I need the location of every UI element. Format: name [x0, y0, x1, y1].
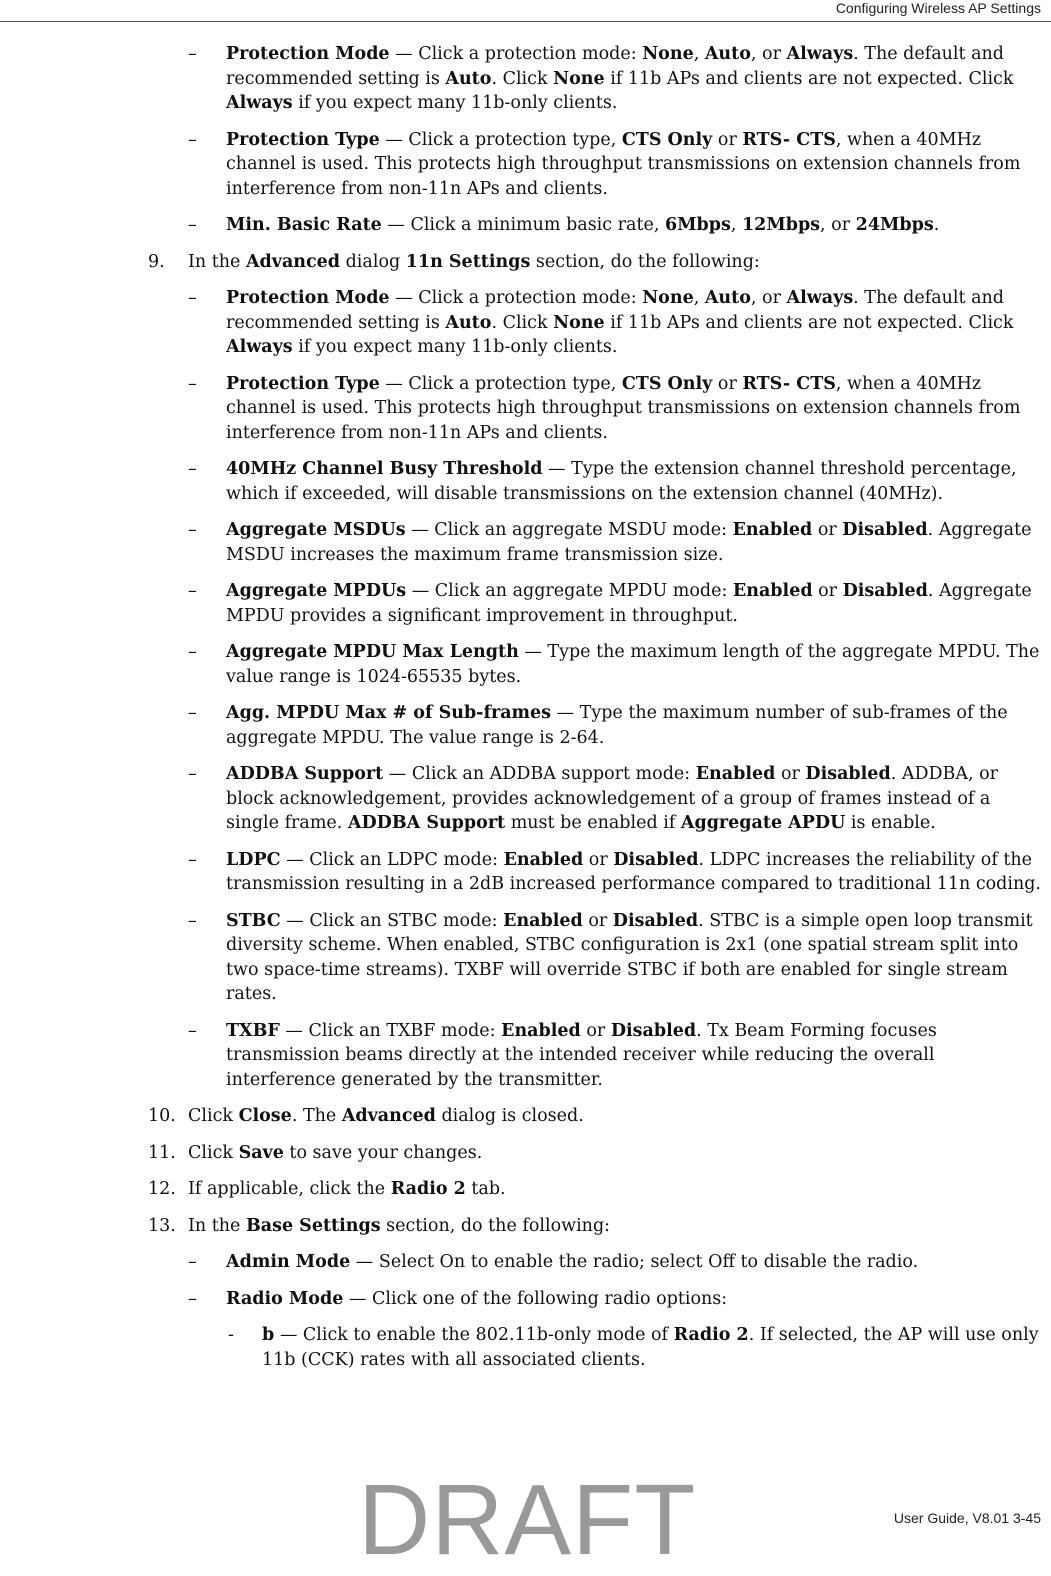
text-run: . LDPC increases the reliability of the transmission resulting in a 2dB increased performance compared to traditional 11n coding. [226, 849, 1041, 894]
list-item [0, 128, 1051, 202]
text-run: . Click [491, 68, 554, 89]
list-item [0, 286, 1051, 360]
bold-term: Protection Mode [226, 288, 390, 308]
document-body [0, 42, 1051, 1384]
bold-term: Base Settings [245, 1215, 381, 1236]
text-run: In the [188, 251, 246, 272]
item-text [226, 213, 1048, 238]
running-header: Configuring Wireless AP Settings [835, 0, 1041, 16]
item-text [226, 128, 1048, 202]
text-run: . Aggregate MSDU increases the maximum frame transmission size. [226, 520, 1032, 565]
bold-term: ADDBA Support [347, 813, 506, 833]
bold-term: 12Mbps [741, 215, 821, 235]
item-text [226, 42, 1048, 116]
bold-term: Advanced [245, 251, 341, 272]
text-run: or [580, 1020, 611, 1041]
list-item [0, 1287, 1051, 1312]
bold-term: Advanced [341, 1106, 436, 1126]
bold-term: Enabled [503, 849, 584, 870]
text-run: — Type the maximum number of sub-frames of the aggregate MPDU. The value range is 2-64. [226, 703, 1008, 748]
list-item [0, 213, 1051, 238]
list-marker: 9. [148, 251, 165, 272]
list-marker: 12. [148, 1179, 176, 1199]
text-run: — Click an aggregate MSDU mode: [405, 520, 733, 540]
bold-term: Min. Basic Rate [226, 215, 382, 235]
bold-term: Disabled [842, 581, 928, 601]
text-run: , [693, 288, 705, 308]
text-run: If applicable, click the [188, 1179, 391, 1199]
bold-term: Always [786, 288, 854, 308]
bold-term: Enabled [695, 764, 776, 784]
text-run: . Aggregate MPDU provides a significant improvement in throughput. [226, 581, 1032, 626]
text-run: if you expect many 11b-only clients. [292, 337, 618, 357]
numbered-step [0, 1177, 1051, 1202]
numbered-step [0, 1214, 1051, 1239]
list-marker: – [188, 129, 197, 150]
text-run: — Click one of the following radio options: [343, 1288, 728, 1309]
list-marker: 13. [148, 1215, 176, 1236]
bold-term: Aggregate APDU [680, 813, 846, 833]
bold-term: Disabled [842, 520, 928, 540]
bold-term: CTS Only [621, 129, 713, 150]
bold-term: Disabled [610, 1020, 697, 1041]
bold-term: STBC [226, 910, 281, 931]
text-run: or [775, 764, 806, 784]
list-marker: 11. [148, 1142, 176, 1163]
bold-term: Save [238, 1142, 284, 1163]
text-run: , or [820, 215, 856, 235]
list-marker: – [188, 703, 197, 723]
item-text [188, 1214, 1048, 1239]
text-run: In the [188, 1215, 246, 1236]
text-run: — Click a protection mode: [389, 288, 643, 308]
text-run: — Click an ADDBA support mode: [383, 764, 696, 784]
item-text [226, 579, 1048, 628]
list-marker: – [188, 1020, 197, 1041]
item-text [188, 1177, 1048, 1202]
item-text [226, 701, 1048, 750]
text-run: or [712, 129, 743, 150]
text-run: . The [291, 1106, 342, 1126]
list-item [0, 579, 1051, 628]
bold-term: Always [786, 44, 854, 64]
item-text [188, 1104, 1048, 1129]
bold-term: LDPC [226, 849, 281, 870]
text-run: — Click a protection type, [379, 373, 622, 394]
text-run: , [730, 215, 742, 235]
item-text [226, 372, 1048, 446]
text-run: — Type the maximum length of the aggregate MPDU. The value range is 1024-65535 bytes. [226, 642, 1040, 687]
list-marker: – [188, 1252, 197, 1272]
text-run: section, do the following: [530, 251, 760, 272]
bold-term: Agg. MPDU Max # of Sub-frames [226, 703, 552, 723]
list-item [0, 518, 1051, 567]
text-run: — Click an LDPC mode: [280, 849, 504, 870]
text-run: — Type the extension channel threshold percentage, which if exceeded, will disable transmissions on the extension channel (40MHz). [226, 459, 1017, 504]
list-item [0, 1250, 1051, 1275]
text-run: or [583, 849, 614, 870]
list-marker: 10. [148, 1106, 176, 1126]
bold-term: Disabled [805, 764, 891, 784]
bold-term: Protection Type [226, 373, 380, 394]
bold-term: Aggregate MPDUs [226, 581, 407, 601]
item-text [262, 1323, 1048, 1372]
bold-term: Auto [445, 312, 492, 333]
list-marker: – [188, 288, 197, 308]
list-item [0, 640, 1051, 689]
bold-term: Enabled [503, 910, 583, 931]
item-text [226, 286, 1048, 360]
bold-term: Auto [445, 68, 492, 89]
numbered-step [0, 1104, 1051, 1129]
item-text [226, 1287, 1048, 1312]
header-rule [0, 21, 1051, 22]
bold-term: None [553, 68, 605, 89]
bold-term: Auto [704, 44, 751, 64]
bold-term: ADDBA Support [226, 764, 384, 784]
text-run: section, do the following: [380, 1215, 611, 1236]
list-item [0, 42, 1051, 116]
list-marker: - [228, 1325, 234, 1345]
bold-term: Enabled [732, 520, 813, 540]
bold-term: Always [226, 93, 293, 113]
item-text [226, 848, 1048, 897]
text-run: . Click [491, 312, 554, 333]
text-run: dialog [340, 251, 406, 272]
list-marker: – [188, 849, 197, 870]
bold-term: 24Mbps [855, 215, 934, 235]
text-run: . ADDBA, or block acknowledgement, provides acknowledgement of a group of frames instead of a single frame. [226, 764, 999, 833]
list-item [0, 1323, 1051, 1372]
list-item [0, 762, 1051, 836]
text-run: — Select On to enable the radio; select Off to disable the radio. [350, 1252, 919, 1272]
item-text [226, 640, 1048, 689]
text-run: Click [188, 1106, 239, 1126]
text-run: dialog is closed. [435, 1106, 584, 1126]
text-run: or [812, 581, 843, 601]
list-marker: – [188, 520, 197, 540]
text-run: — Click to enable the 802.11b-only mode of [274, 1325, 674, 1345]
list-marker: – [188, 910, 197, 931]
list-marker: – [188, 581, 197, 601]
text-run: Click [188, 1142, 239, 1163]
text-run: . STBC is a simple open loop transmit diversity scheme. When enabled, STBC configuration is 2x1 (one spatial stream split into two space-time streams). TXBF will override STBC if both are enabled for single stream rates. [226, 910, 1033, 1004]
text-run: must be enabled if [505, 813, 681, 833]
text-run: is enable. [845, 813, 936, 833]
text-run: . The default and recommended setting is [226, 288, 1004, 333]
list-item [0, 701, 1051, 750]
list-marker: – [188, 642, 197, 662]
list-marker: – [188, 215, 197, 235]
bold-term: 40MHz Channel Busy Threshold [226, 459, 543, 479]
text-run: — Click a minimum basic rate, [381, 215, 665, 235]
item-text [188, 1141, 1048, 1166]
text-run: , or [750, 288, 787, 308]
text-run: , [693, 44, 705, 64]
text-run: — Click a protection type, [379, 129, 622, 150]
text-run: — Click a protection mode: [389, 44, 643, 64]
bold-term: Admin Mode [226, 1252, 351, 1272]
bold-term: Aggregate MPDU Max Length [226, 642, 519, 662]
bold-term: RTS- CTS [742, 373, 836, 394]
bold-term: Protection Type [226, 129, 380, 150]
bold-term: 11n Settings [405, 251, 531, 272]
item-text [226, 518, 1048, 567]
bold-term: 6Mbps [664, 215, 731, 235]
text-run: if you expect many 11b-only clients. [292, 93, 618, 113]
list-marker: – [188, 764, 197, 784]
bold-term: None [642, 44, 694, 64]
list-item [0, 457, 1051, 506]
text-run: or [582, 910, 613, 931]
item-text [226, 1250, 1048, 1275]
bold-term: Aggregate MSDUs [226, 520, 406, 540]
item-text [226, 762, 1048, 836]
text-run: — Click an TXBF mode: [279, 1020, 502, 1041]
text-run: tab. [465, 1179, 506, 1199]
text-run: — Click an aggregate MPDU mode: [406, 581, 733, 601]
bold-term: Protection Mode [226, 44, 390, 64]
bold-term: CTS Only [621, 373, 713, 394]
list-item [0, 848, 1051, 897]
bold-term: None [553, 312, 605, 333]
numbered-step [0, 250, 1051, 275]
bold-term: RTS- CTS [742, 129, 836, 150]
page-footer: User Guide, V8.01 3-45 [893, 1510, 1041, 1526]
numbered-step [0, 1141, 1051, 1166]
draft-watermark: DRAFT [358, 1464, 697, 1576]
bold-term: Enabled [732, 581, 813, 601]
text-run: . Tx Beam Forming focuses transmission beams directly at the intended receiver while reducing the overall interference generated by the transmitter. [226, 1020, 937, 1090]
bold-term: Radio 2 [390, 1179, 466, 1199]
text-run: , when a 40MHz channel is used. This protects high throughput transmissions on extension channels from interference from non-11n APs and clients. [226, 129, 1021, 199]
list-item [0, 909, 1051, 1007]
text-run: — Click an STBC mode: [280, 910, 504, 931]
bold-term: Disabled [612, 910, 699, 931]
item-text [226, 457, 1048, 506]
text-run: or [812, 520, 843, 540]
text-run: , when a 40MHz channel is used. This protects high throughput transmissions on extension channels from interference from non-11n APs and clients. [226, 373, 1021, 443]
item-text [226, 909, 1048, 1007]
bold-term: TXBF [226, 1020, 280, 1041]
bold-term: Enabled [501, 1020, 581, 1041]
bold-term: Radio Mode [226, 1288, 344, 1309]
text-run: or [712, 373, 743, 394]
text-run: if 11b APs and clients are not expected. Click [604, 68, 1014, 89]
list-item [0, 372, 1051, 446]
bold-term: Auto [704, 288, 751, 308]
bold-term: None [642, 288, 694, 308]
text-run: . [933, 215, 940, 235]
bold-term: Always [226, 337, 293, 357]
text-run: . If selected, the AP will use only 11b (CCK) rates with all associated clients. [262, 1325, 1039, 1370]
list-marker: – [188, 373, 197, 394]
text-run: , or [750, 44, 787, 64]
text-run: . The default and recommended setting is [226, 44, 1004, 89]
list-marker: – [188, 44, 197, 64]
bold-term: Disabled [613, 849, 699, 870]
bold-term: Close [238, 1106, 292, 1126]
text-run: to save your changes. [283, 1142, 483, 1163]
item-text [226, 1019, 1048, 1093]
text-run: if 11b APs and clients are not expected. Click [604, 312, 1014, 333]
list-item [0, 1019, 1051, 1093]
bold-term: Radio 2 [673, 1325, 749, 1345]
list-marker: – [188, 1288, 197, 1309]
item-text [188, 250, 1048, 275]
list-marker: – [188, 459, 197, 479]
bold-term: b [262, 1325, 275, 1345]
